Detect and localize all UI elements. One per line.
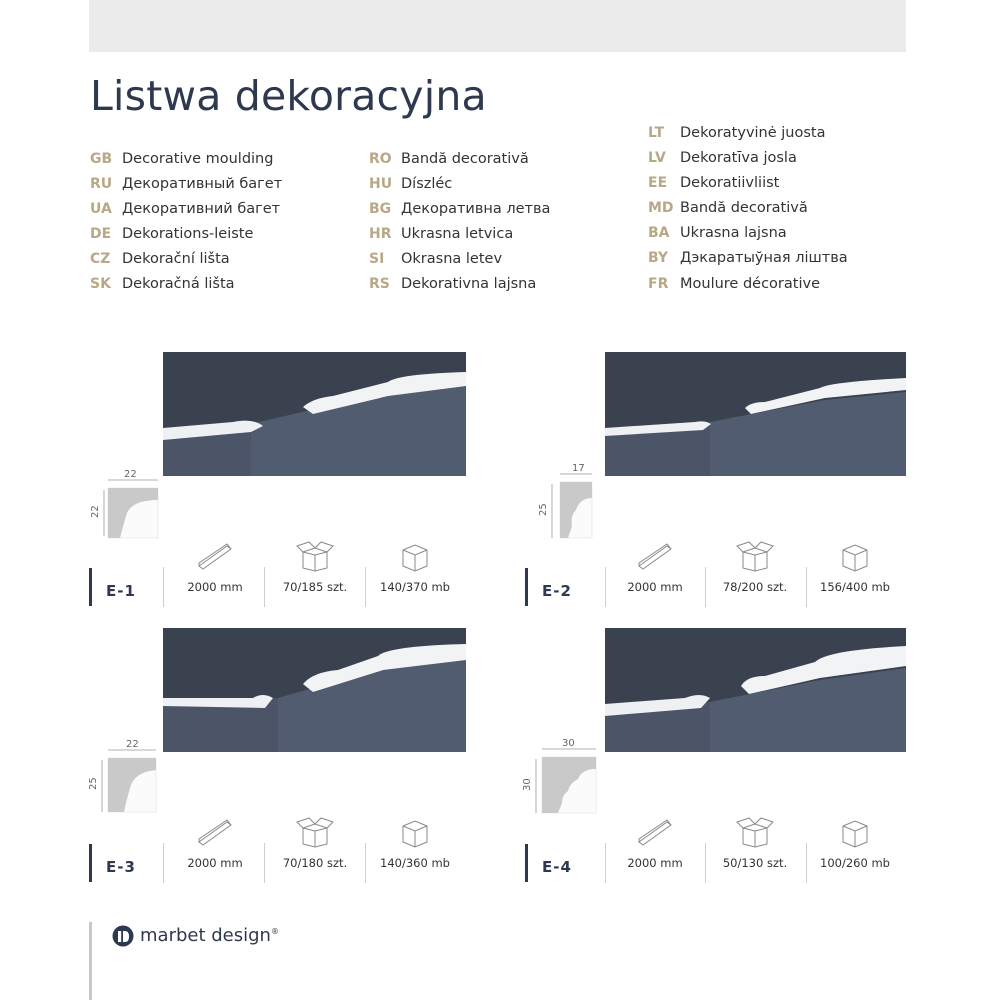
spec-volume — [370, 540, 460, 594]
language-name: Дэкаратыўная ліштва — [680, 250, 848, 267]
product-code: E-1 — [106, 582, 136, 600]
language-item — [648, 221, 848, 246]
spec-length-value: 2000 mm — [187, 856, 243, 870]
language-name: Dekoračná lišta — [122, 276, 235, 293]
language-item — [90, 172, 282, 197]
profile-width-label: 22 — [124, 469, 137, 480]
language-item — [369, 222, 550, 247]
language-item — [369, 272, 550, 297]
language-code: RU — [90, 176, 113, 193]
spec-pack — [710, 816, 800, 870]
footer-bar — [89, 922, 92, 1000]
language-code: UA — [90, 201, 112, 218]
spec-volume — [810, 540, 900, 594]
product-photo-e1 — [163, 352, 466, 476]
moulding-bar-icon — [635, 816, 675, 848]
profile-drawing-e1 — [90, 469, 170, 545]
product-photo-e4 — [605, 628, 906, 752]
spec-divider — [705, 567, 706, 607]
spec-length — [610, 816, 700, 870]
profile-width-label: 22 — [126, 739, 139, 750]
product-marker — [525, 844, 528, 882]
language-item — [369, 172, 550, 197]
language-name: Dekoratīva josla — [680, 150, 797, 167]
closed-box-icon — [835, 540, 875, 572]
language-item — [369, 247, 550, 272]
spec-divider — [806, 843, 807, 883]
profile-drawing-e2 — [540, 464, 610, 544]
spec-pack-value: 78/200 szt. — [722, 580, 788, 594]
language-item — [648, 246, 848, 271]
open-box-icon — [733, 816, 777, 848]
profile-height-label: 25 — [88, 777, 99, 790]
moulding-bar-icon — [195, 540, 235, 572]
brand-name: marbet design — [140, 925, 271, 946]
language-code: SI — [369, 251, 385, 268]
spec-volume-value: 100/260 mb — [820, 856, 890, 870]
spec-pack-value: 50/130 szt. — [722, 856, 788, 870]
language-item — [648, 272, 848, 297]
language-name: Dekoratyvinė juosta — [680, 125, 826, 141]
spec-volume-value: 140/370 mb — [380, 580, 450, 594]
moulding-bar-icon — [635, 540, 675, 572]
page-title: Listwa dekoracyjna — [90, 72, 487, 120]
product-marker — [525, 568, 528, 606]
spec-pack — [270, 816, 360, 870]
closed-box-icon — [395, 816, 435, 848]
spec-length — [170, 816, 260, 870]
profile-height-label: 25 — [538, 503, 549, 516]
language-item — [90, 247, 282, 272]
spec-volume-value: 140/360 mb — [380, 856, 450, 870]
product-photo-e2 — [605, 352, 906, 476]
language-name: Dekorativna lajsna — [401, 276, 537, 293]
language-item — [90, 147, 282, 172]
profile-width-label: 30 — [562, 738, 575, 749]
closed-box-icon — [395, 540, 435, 572]
language-code: BY — [648, 250, 669, 267]
spec-pack — [710, 540, 800, 594]
product-marker — [89, 568, 92, 606]
spec-divider — [163, 567, 164, 607]
language-item — [90, 272, 282, 297]
product-marker — [89, 844, 92, 882]
moulding-bar-icon — [195, 816, 235, 848]
open-box-icon — [293, 540, 337, 572]
spec-volume — [810, 816, 900, 870]
spec-length-value: 2000 mm — [187, 580, 243, 594]
product-code: E-4 — [542, 858, 572, 876]
spec-pack-value: 70/180 szt. — [282, 856, 348, 870]
spec-divider — [264, 567, 265, 607]
language-code: FR — [648, 275, 669, 292]
product-code: E-3 — [106, 858, 136, 876]
language-name: Dekoratiivliist — [680, 175, 780, 192]
language-item — [90, 197, 282, 222]
spec-length — [170, 540, 260, 594]
language-item — [648, 146, 848, 171]
spec-length-value: 2000 mm — [627, 856, 683, 870]
spec-divider — [605, 567, 606, 607]
language-code: HU — [369, 176, 393, 193]
brand-registered-mark: ® — [270, 927, 279, 936]
language-code: BG — [369, 201, 392, 218]
language-code: EE — [648, 175, 668, 192]
language-name: Dekorační lišta — [122, 251, 230, 268]
language-item — [648, 121, 848, 146]
language-name: Okrasna letev — [401, 251, 503, 268]
language-code: BA — [648, 225, 670, 242]
open-box-icon — [293, 816, 337, 848]
profile-drawing-e4 — [522, 735, 605, 820]
profile-width-label: 17 — [572, 463, 585, 474]
spec-divider — [365, 843, 366, 883]
header-band — [89, 0, 906, 52]
language-name: Ukrasna lajsna — [680, 225, 787, 242]
language-code: RO — [369, 151, 392, 167]
spec-pack-value: 70/185 szt. — [282, 580, 348, 594]
brand-mark-icon — [112, 925, 134, 947]
language-item — [369, 197, 550, 222]
language-name: Dekorations-leiste — [122, 226, 254, 243]
language-name: Ukrasna letvica — [401, 226, 514, 243]
language-code: MD — [648, 200, 674, 217]
closed-box-icon — [835, 816, 875, 848]
spec-divider — [163, 843, 164, 883]
language-code: DE — [90, 226, 112, 243]
language-name: Декоративный багет — [122, 176, 283, 193]
language-item — [648, 171, 848, 196]
open-box-icon — [733, 540, 777, 572]
spec-length — [610, 540, 700, 594]
language-name: Bandă decorativă — [680, 200, 808, 217]
language-list-2 — [369, 147, 550, 298]
language-list-1 — [90, 147, 282, 298]
language-name: Decorative moulding — [122, 151, 274, 167]
language-code: RS — [369, 276, 390, 293]
brand-logo — [112, 925, 279, 947]
profile-drawing-e3 — [88, 739, 170, 820]
spec-volume-value: 156/400 mb — [820, 580, 890, 594]
language-name: Bandă decorativă — [401, 151, 529, 167]
spec-volume — [370, 816, 460, 870]
language-name: Декоративний багет — [122, 201, 281, 218]
language-code: HR — [369, 226, 392, 243]
language-code: SK — [90, 276, 111, 293]
profile-height-label: 30 — [522, 778, 533, 791]
language-code: GB — [90, 151, 113, 167]
product-photo-e3 — [163, 628, 466, 752]
spec-divider — [605, 843, 606, 883]
profile-height-label: 22 — [90, 505, 101, 518]
language-name: Díszléc — [401, 176, 453, 193]
language-name: Декоративна летва — [401, 201, 551, 218]
language-item — [648, 196, 848, 221]
spec-divider — [705, 843, 706, 883]
language-item — [369, 147, 550, 172]
spec-divider — [264, 843, 265, 883]
spec-divider — [365, 567, 366, 607]
spec-divider — [806, 567, 807, 607]
language-name: Moulure décorative — [680, 275, 820, 292]
spec-length-value: 2000 mm — [627, 580, 683, 594]
language-list-3 — [648, 121, 848, 297]
language-item — [90, 222, 282, 247]
language-code: LT — [648, 125, 665, 141]
language-code: LV — [648, 150, 666, 167]
language-code: CZ — [90, 251, 111, 268]
product-code: E-2 — [542, 582, 572, 600]
spec-pack — [270, 540, 360, 594]
